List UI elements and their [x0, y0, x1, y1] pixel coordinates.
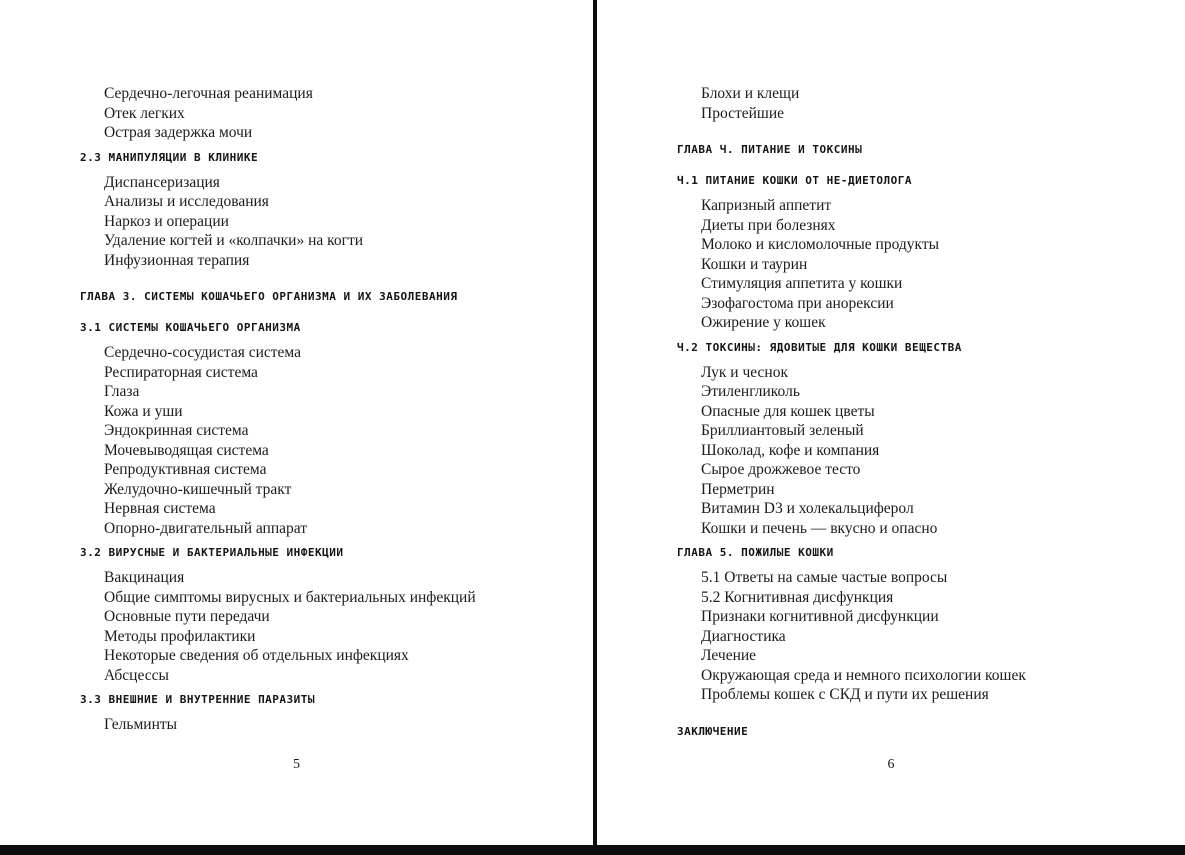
toc-item: Шоколад, кофе и компания [701, 441, 880, 459]
toc-item: Сердечно-легочная реанимация [104, 85, 313, 102]
toc-item: Общие симптомы вирусных и бактериальных инфекций [104, 588, 476, 606]
toc-item: Лечение [701, 647, 757, 664]
toc-item: Абсцессы [104, 666, 169, 684]
toc-item: Мочевыводящая система [104, 441, 269, 459]
toc-chapter: ГЛАВА 3. СИСТЕМЫ КОШАЧЬЕГО ОРГАНИЗМА И ИХ ЗАБОЛЕВАНИЯ [80, 290, 458, 303]
toc-item: Лук и чеснок [701, 363, 788, 381]
toc-item: Витамин D3 и холекальциферол [701, 500, 914, 517]
toc-item: Кошки и печень — вкусно и опасно [701, 519, 938, 537]
toc-item: Стимуляция аппетита у кошки [701, 275, 903, 292]
toc-item: Опорно-двигательный аппарат [104, 519, 308, 537]
toc-item: Нервная система [104, 500, 216, 517]
toc-item: Эзофагостома при анорексии [701, 294, 894, 312]
toc-item: Анализы и исследования [104, 193, 269, 210]
toc-item: Простейшие [701, 104, 785, 122]
toc-heading: 3.3 ВНЕШНИЕ И ВНУТРЕННИЕ ПАРАЗИТЫ [80, 693, 316, 706]
toc-heading: 3.1 СИСТЕМЫ КОШАЧЬЕГО ОРГАНИЗМА [80, 321, 301, 334]
toc-page-left [0, 0, 593, 845]
toc-chapter: ЗАКЛЮЧЕНИЕ [677, 724, 749, 738]
toc-item: Вакцинация [104, 569, 185, 586]
toc-item: Капризный аппетит [701, 197, 832, 214]
toc-item: Молоко и кисломолочные продукты [701, 236, 940, 253]
toc-heading: ГЛАВА 5. ПОЖИЛЫЕ КОШКИ [677, 546, 834, 559]
toc-heading: Ч.1 ПИТАНИЕ КОШКИ ОТ НЕ-ДИЕТОЛОГА [677, 174, 913, 187]
toc-item: Признаки когнитивной дисфункции [701, 608, 939, 625]
toc-item: Респираторная система [104, 363, 258, 381]
toc-content-right [677, 84, 1161, 755]
toc-item: Перметрин [701, 480, 775, 498]
toc-item: Кошки и таурин [701, 255, 808, 273]
toc-item: Опасные для кошек цветы [701, 402, 875, 420]
toc-chapter: ГЛАВА Ч. ПИТАНИЕ И ТОКСИНЫ [677, 143, 863, 156]
toc-item: Этиленгликоль [701, 383, 800, 400]
toc-item: Бриллиантовый зеленый [701, 422, 864, 439]
bottom-edge-bar [0, 845, 1185, 855]
toc-item: Некоторые сведения об отдельных инфекциях [104, 647, 409, 664]
toc-item: Ожирение у кошек [701, 314, 826, 331]
toc-item: Сырое дрожжевое тесто [701, 461, 861, 478]
page-number-right: 6 [887, 757, 895, 772]
toc-item: Проблемы кошек с СКД и пути их решения [701, 686, 989, 703]
toc-heading: Ч.2 ТОКСИНЫ: ЯДОВИТЫЕ ДЛЯ КОШКИ ВЕЩЕСТВА [677, 340, 962, 354]
toc-item: Глаза [104, 383, 140, 400]
toc-item: Удаление когтей и «колпачки» на когти [104, 232, 364, 249]
toc-heading: 3.2 ВИРУСНЫЕ И БАКТЕРИАЛЬНЫЕ ИНФЕКЦИИ [80, 546, 344, 559]
toc-item: Сердечно-сосудистая система [104, 344, 301, 361]
toc-item: 5.2 Когнитивная дисфункция [701, 588, 894, 606]
toc-item: Диспансеризация [104, 173, 220, 191]
toc-item: Диеты при болезнях [701, 216, 836, 234]
toc-heading: 2.3 МАНИПУЛЯЦИИ В КЛИНИКЕ [80, 150, 259, 164]
toc-item: Отек легких [104, 104, 185, 122]
toc-item: Репродуктивная система [104, 461, 267, 478]
toc-item: Кожа и уши [104, 402, 183, 420]
toc-item: Методы профилактики [104, 627, 256, 645]
toc-item: Инфузионная терапия [104, 251, 250, 269]
toc-page-right [597, 0, 1185, 845]
toc-item: Желудочно-кишечный тракт [104, 480, 292, 498]
toc-item: Гельминты [104, 716, 178, 733]
toc-content-left [80, 84, 569, 735]
toc-item: 5.1 Ответы на самые частые вопросы [701, 569, 948, 586]
toc-item: Окружающая среда и немного психологии кошек [701, 666, 1026, 684]
page-number-left: 5 [293, 757, 300, 772]
toc-item: Эндокринная система [104, 422, 249, 439]
toc-item: Блохи и клещи [701, 85, 800, 102]
toc-item: Острая задержка мочи [104, 124, 253, 141]
toc-item: Основные пути передачи [104, 608, 270, 625]
toc-item: Диагностика [701, 627, 786, 645]
toc-item: Наркоз и операции [104, 212, 229, 230]
